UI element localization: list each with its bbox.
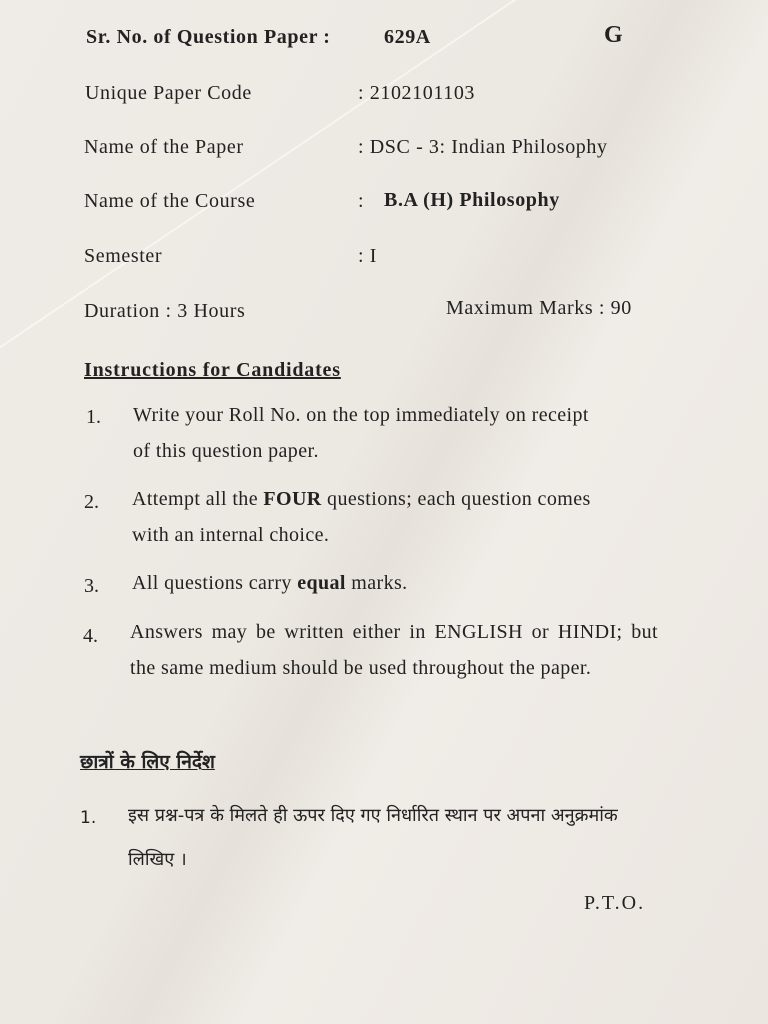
instruction-number: 2. bbox=[84, 491, 99, 513]
duration: Duration : 3 Hours bbox=[84, 300, 246, 322]
instruction-emphasis: equal bbox=[297, 572, 346, 594]
instruction-number: 3. bbox=[84, 575, 99, 597]
instruction-emphasis: FOUR bbox=[263, 488, 322, 510]
paper-name-label: Name of the Paper bbox=[84, 136, 244, 158]
max-marks: Maximum Marks : 90 bbox=[446, 297, 632, 319]
course-colon: : bbox=[358, 190, 365, 212]
hindi-instruction-number: 1. bbox=[80, 808, 97, 828]
hindi-instruction-item: इस प्रश्न-पत्र के मिलते ही ऊपर दिए गए निर्धारित स्थान पर अपना अनुक्रमांक लिखिए । bbox=[128, 805, 618, 870]
instruction-text: marks. bbox=[345, 572, 408, 594]
paper-name-value: : DSC - 3: Indian Philosophy bbox=[358, 136, 608, 158]
course-value: B.A (H) Philosophy bbox=[384, 189, 560, 211]
sr-no-label: Sr. No. of Question Paper : bbox=[86, 26, 331, 48]
instruction-item: Answers may be written either in ENGLISH or HINDI; but the same medium should be used throughout the paper. bbox=[130, 621, 658, 679]
instruction-number: 4. bbox=[83, 625, 98, 647]
sr-no-value: 629A bbox=[384, 26, 431, 48]
instruction-line: of this question paper. bbox=[133, 440, 319, 462]
hindi-instructions-heading: छात्रों के लिए निर्देश bbox=[80, 751, 215, 773]
instruction-text: All questions carry bbox=[132, 572, 298, 594]
instruction-item bbox=[132, 481, 591, 553]
pto-label: P.T.O. bbox=[584, 892, 646, 914]
instruction-item bbox=[133, 397, 589, 469]
instruction-number: 1. bbox=[86, 406, 101, 428]
set-letter: G bbox=[604, 22, 623, 48]
instruction-line: Write your Roll No. on the top immediately on receipt bbox=[133, 404, 589, 426]
upc-label: Unique Paper Code bbox=[85, 82, 252, 104]
instruction-item bbox=[132, 565, 408, 601]
upc-value: : 2102101103 bbox=[358, 82, 476, 104]
instruction-line: with an internal choice. bbox=[132, 524, 330, 546]
instructions-heading: Instructions for Candidates bbox=[84, 359, 341, 381]
semester-label: Semester bbox=[84, 245, 163, 267]
instruction-line bbox=[132, 481, 591, 517]
instruction-text: questions; each question comes bbox=[321, 488, 591, 510]
course-label: Name of the Course bbox=[84, 190, 256, 212]
semester-value: : I bbox=[358, 245, 378, 267]
instruction-text: Attempt all the bbox=[132, 488, 264, 510]
